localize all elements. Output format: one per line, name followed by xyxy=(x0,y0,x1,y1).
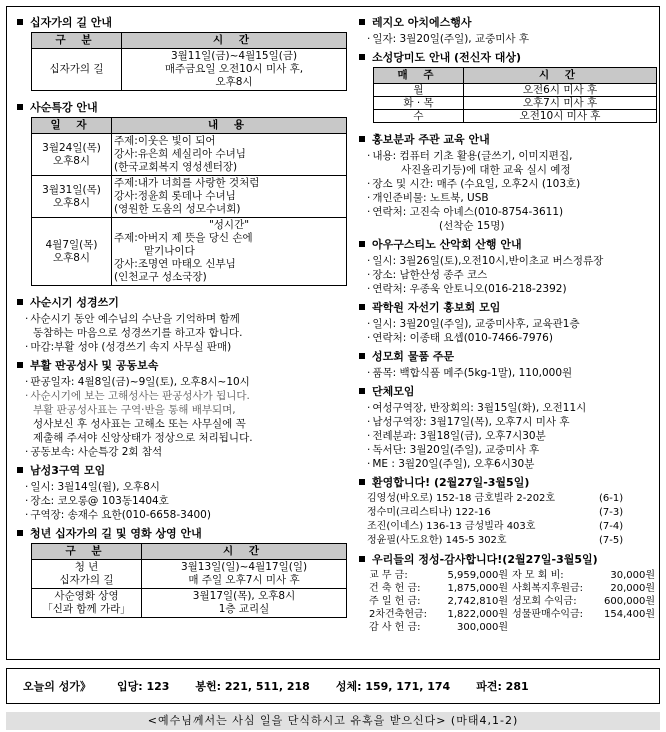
bulletin-page xyxy=(6,6,660,660)
square-bullet-icon xyxy=(17,19,23,25)
confession-title: 부활 판공성사 및 공동보속 xyxy=(17,357,347,373)
hymn-footer xyxy=(6,668,660,704)
table-row: 감 사 헌 금: 300,000원 xyxy=(369,622,509,633)
table-row: 화 · 목 오후7시 미사 후 xyxy=(374,97,657,110)
lecture-table xyxy=(31,117,347,286)
left-column: 십자가의 길 안내 구 분 시 간 십자가의 길 3월11일(금)~4월15일(금) 매주금요일 오전10시 미사 후, 오후8시 사순특강 안내 일 자 내 용 3월24일(목) 오후8시 주제:이웃은 빛이 되어 강사:유은희 세실리아 수녀님 (한국교회복지 영성센터장) 3월31일(목) 오후8시 주제:내가 너희를 사랑한 것처럼 강사:정윤희 롯데나 수녀님 (영원한 도움의 성모수녀회) 4월7일(목) 오후8시 "성시간" 주제:아버지 제 뜻을 당신 손에 맡기나이다 강사:조명연 마태오 신부님 (인천교구 성소국장) 사순시기 성경쓰기 · 사순시기 동안 예수님의 수난을 기억하며 함께 동참하는 마음으로 성경쓰기를 하고자 합니다. · 마감:부활 성야 (성경쓰기 속지 사무실 판매) 부활 판공성사 및 공동보속 · 판공일자: 4월8일(금)~9일(토), 오후8시~10시 · 사순시기에 보는 고해성사는 판공성사가 됩니다. 부활 판공성사표는 구역·반을 통해 배부되며, 성사보신 후 성사표는 고해소 또는 사무실에 꼭 제출해 주셔야 신앙상태가 정상으로 처리됩니다. · 공동보속: 사순특강 2회 참석 남성3구역 모임 · 일시: 3월14일(월), 오후8시 · 장소: 코오롱@ 103동1404호 · 구역장: 송재수 요한(010-6658-3400) 청년 십자가의 길 및 영화 상영 안내 구 분 시 간 청 년 십자가의 길 3월13일(일)~4월17일(일) 매 주일 오후7시 미사 후 사순영화 상영 「신과 함께 가라」 3월17일(목), 오후8시 1층 교리실 xyxy=(17,11,347,618)
list-item: 김영성(바오로) 152-18 금호빌라 2-202호 (6-1) xyxy=(367,493,624,504)
table-row: 3월24일(목) 오후8시 주제:이웃은 빛이 되어 강사:유은희 세실리아 수녀님 (한국교회복지 영성센터장) xyxy=(32,134,347,176)
header-cell: 내 용 xyxy=(112,118,347,134)
square-bullet-icon xyxy=(359,54,365,60)
pr-class-title: 홍보분과 주관 교육 안내 xyxy=(359,131,657,147)
regio-title: 레지오 아치에스행사 xyxy=(359,14,657,30)
ecology-title: 곽학원 자선기 홍보회 모임 xyxy=(359,299,657,315)
table-row: 사순영화 상영 「신과 함께 가라」 3월17일(목), 오후8시 1층 교리실 xyxy=(32,589,347,618)
list-item: 정수미(크리스티나) 122-16 (7-3) xyxy=(367,507,624,518)
square-bullet-icon xyxy=(359,136,365,142)
header-cell: 매 주 xyxy=(374,68,464,84)
mass-guide-table xyxy=(373,67,657,123)
square-bullet-icon xyxy=(359,556,365,562)
table-row: 건 축 헌 금: 1,875,000원 사회복지후원금: 20,000원 xyxy=(369,583,655,594)
groups-title: 단체모임 xyxy=(359,383,657,399)
square-bullet-icon xyxy=(17,299,23,305)
header-cell: 구 분 xyxy=(32,544,142,560)
square-bullet-icon xyxy=(359,241,365,247)
bible-title: 사순시기 성경쓰기 xyxy=(17,294,347,310)
mass-guide-title: 소성당미도 안내 (전신자 대상) xyxy=(359,49,657,65)
hymn-label: 오늘의 성가》 xyxy=(23,680,91,693)
table-row: 교 무 금: 5,959,000원 자 모 회 비: 30,000원 xyxy=(369,570,655,581)
header-cell: 시 간 xyxy=(142,544,347,560)
men-meeting-title: 남성3구역 모임 xyxy=(17,462,347,478)
header-cell: 일 자 xyxy=(32,118,112,134)
square-bullet-icon xyxy=(17,530,23,536)
table-row: 주 일 헌 금: 2,742,810원 성모회 수익금: 600,000원 xyxy=(369,596,655,607)
table-row: 4월7일(목) 오후8시 "성시간" 주제:아버지 제 뜻을 당신 손에 맡기나이다 강사:조명연 마태오 신부님 (인천교구 성소국장) xyxy=(32,218,347,286)
list-item: 조진(이네스) 136-13 금성빌라 403호 (7-4) xyxy=(367,521,624,532)
offering-title: 우리들의 정성-감사합니다!(2월27일-3월5일) xyxy=(359,551,657,567)
header-cell: 시 간 xyxy=(122,33,347,49)
table-row: 월 오전6시 미사 후 xyxy=(374,84,657,97)
square-bullet-icon xyxy=(17,467,23,473)
square-bullet-icon xyxy=(359,353,365,359)
cross-way-table xyxy=(31,32,347,91)
hymn-entrance: 입당: 123 xyxy=(116,680,170,693)
square-bullet-icon xyxy=(359,19,365,25)
hymn-communion: 성체: 159, 171, 174 xyxy=(335,680,451,693)
augustine-title: 아우구스티노 산악회 산행 안내 xyxy=(359,236,657,252)
offering-table xyxy=(367,569,657,634)
square-bullet-icon xyxy=(359,479,365,485)
header-cell: 구 분 xyxy=(32,33,122,49)
youth-table xyxy=(31,543,347,618)
table-row: 수 오전10시 미사 후 xyxy=(374,110,657,123)
row-time: 3월11일(금)~4월15일(금) 매주금요일 오전10시 미사 후, 오후8시 xyxy=(122,49,347,91)
cross-way-title: 십자가의 길 안내 xyxy=(17,14,347,30)
square-bullet-icon xyxy=(359,388,365,394)
right-column: 레지오 아치에스행사 · 일자: 3월20일(주일), 교중미사 후 소성당미도 안내 (전신자 대상) 매 주 시 간 월 오전6시 미사 후 화 · 목 오후7시 미사 후 수 오전10시 미사 후 홍보분과 주관 교육 안내 · 내용: 컴퓨터 기초 활용(글쓰기, 이미지편집, 사진올리기등)에 대한 교육 실시 예정 · 장소 및 시간: 매주 (수요일, 오후2시 (103호) · 개인준비물: 노트북, USB · 연락처: 고진숙 아녜스(010-8754-3611) (선착순 15명) 아우구스티노 산악회 산행 안내 · 일시: 3월26일(토),오전10시,반이초교 버스정류장 · 장소: 남한산성 종주 코스 · 연락처: 우종욱 안토니오(016-218-2392) 곽학원 자선기 홍보회 모임 · 일시: 3월20일(주일), 교중미사후, 교육관1층 · 연락처: 이종태 요셉(010-7466-7976) 성모회 물품 주문 · 품목: 백합식품 메주(5kg-1말), 110,000원 단체모임 · 여성구역장, 반장회의: 3월15일(화), 오전11시 · 남성구역장: 3월17일(목), 오후7시 미사 후 · 전례분과: 3월18일(금), 오후7시30분 · 독서단: 3월20일(주일), 교중미사 후 · ME : 3월20일(주일), 오후6시30분 환영합니다! (2월27일-3월5일) 김영성(바오로) 152-18 금호빌라 2-202호 (6-1) 정수미(크리스티나) 122-16 (7-3) 조진(이네스) 136-13 금성빌라 403호 (7-4) 정윤필(사도요한) 145-5 302호 (7-5) 우리들의 정성-감사합니다!(2월27일-3월5일) 교 무 금: 5,959,000원 자 모 회 비: 30,000원 건 축 헌 금: 1,875,000원 사회복지후원금: 20,000원 주 일 헌 금: 2,742,810원 성모회 수익금: 600,000원 2차건축헌금: 1,822,000원 성물판매수익금: 154,400원 감 사 헌 금: 300,000원 xyxy=(359,11,657,634)
table-row: 청 년 십자가의 길 3월13일(일)~4월17일(일) 매 주일 오후7시 미사 후 xyxy=(32,560,347,589)
hymn-offertory: 봉헌: 221, 511, 218 xyxy=(195,680,310,693)
row-label: 십자가의 길 xyxy=(32,49,122,91)
table-row: 2차건축헌금: 1,822,000원 성물판매수익금: 154,400원 xyxy=(369,609,655,620)
square-bullet-icon xyxy=(17,362,23,368)
youth-title: 청년 십자가의 길 및 영화 상영 안내 xyxy=(17,525,347,541)
order-title: 성모회 물품 주문 xyxy=(359,348,657,364)
square-bullet-icon xyxy=(359,304,365,310)
lecture-title: 사순특강 안내 xyxy=(17,99,347,115)
square-bullet-icon xyxy=(17,104,23,110)
table-row: 3월31일(목) 오후8시 주제:내가 너희를 사랑한 것처럼 강사:정윤희 롯데나 수녀님 (영원한 도움의 성모수녀회) xyxy=(32,176,347,218)
header-cell: 시 간 xyxy=(464,68,657,84)
scripture-quote: <예수님께서는 사심 일을 단식하시고 유혹을 받으신다> (마태4,1-2) xyxy=(6,712,660,730)
list-item: 정윤필(사도요한) 145-5 302호 (7-5) xyxy=(367,535,624,546)
welcome-title: 환영합니다! (2월27일-3월5일) xyxy=(359,474,657,490)
hymn-dismissal: 파견: 281 xyxy=(476,680,529,693)
